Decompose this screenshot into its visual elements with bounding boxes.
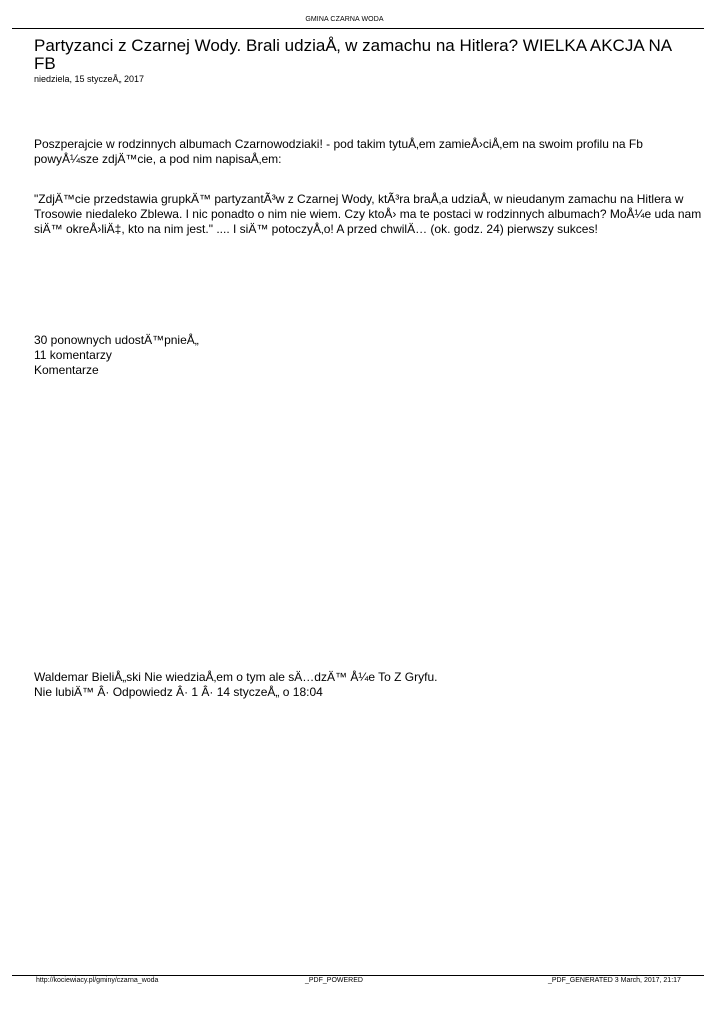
comment-item [34, 670, 437, 700]
footer-generated: _PDF_GENERATED 3 March, 2017, 21:17 [548, 977, 681, 984]
comment-meta: Nie lubiÄ™ Â· Odpowiedz Â· 1 Â· 14 styczeÅ„ o 18:04 [34, 685, 323, 699]
header-divider [12, 28, 704, 29]
shares-count: 30 ponownych udostÄ™pnieÅ„ [34, 333, 199, 347]
social-stats [34, 333, 199, 378]
site-header-label: GMINA CZARNA WODA [305, 16, 384, 23]
article-date: niedziela, 15 styczeÅ„ 2017 [34, 74, 145, 84]
article-paragraph: Poszperajcie w rodzinnych albumach Czarnowodziaki! - pod takim tytuÅ‚em zamieÅ›ciÅ‚em na swoim profilu na Fb powyÅ¼sze zdjÄ™cie, a pod nim napisaÅ‚em: [34, 137, 643, 166]
comment-text: Waldemar BieliÅ„ski Nie wiedziaÅ‚em o tym ale sÄ…dzÄ™ Å¼e To Z Gryfu. [34, 670, 438, 684]
comments-count: 11 komentarzy [34, 348, 112, 362]
article-title: Partyzanci z Czarnej Wody. Brali udziaÅ‚ w zamachu na Hitlera? WIELKA AKCJA NA FB [34, 36, 672, 73]
footer-powered: _PDF_POWERED [305, 977, 363, 984]
comments-label: Komentarze [34, 363, 99, 377]
footer-url: http://kociewiacy.pl/gminy/czarna_woda [36, 977, 159, 984]
article-paragraph: "ZdjÄ™cie przedstawia grupkÄ™ partyzantÃ³w z Czarnej Wody, ktÃ³ra braÅ‚a udziaÅ‚ w nieudanym zamachu na Hitlera w Trosowie niedaleko Zblewa. I nic ponadto o nim nie wiem. Czy ktoÅ› ma te postaci w rodzinnych albumach? MoÅ¼e uda nam siÄ™ okreÅ›liÄ‡, kto na nim jest." .... I siÄ™ potoczyÅ‚o! A przed chwilÄ… (ok. godz. 24) pierwszy sukces! [34, 192, 702, 236]
